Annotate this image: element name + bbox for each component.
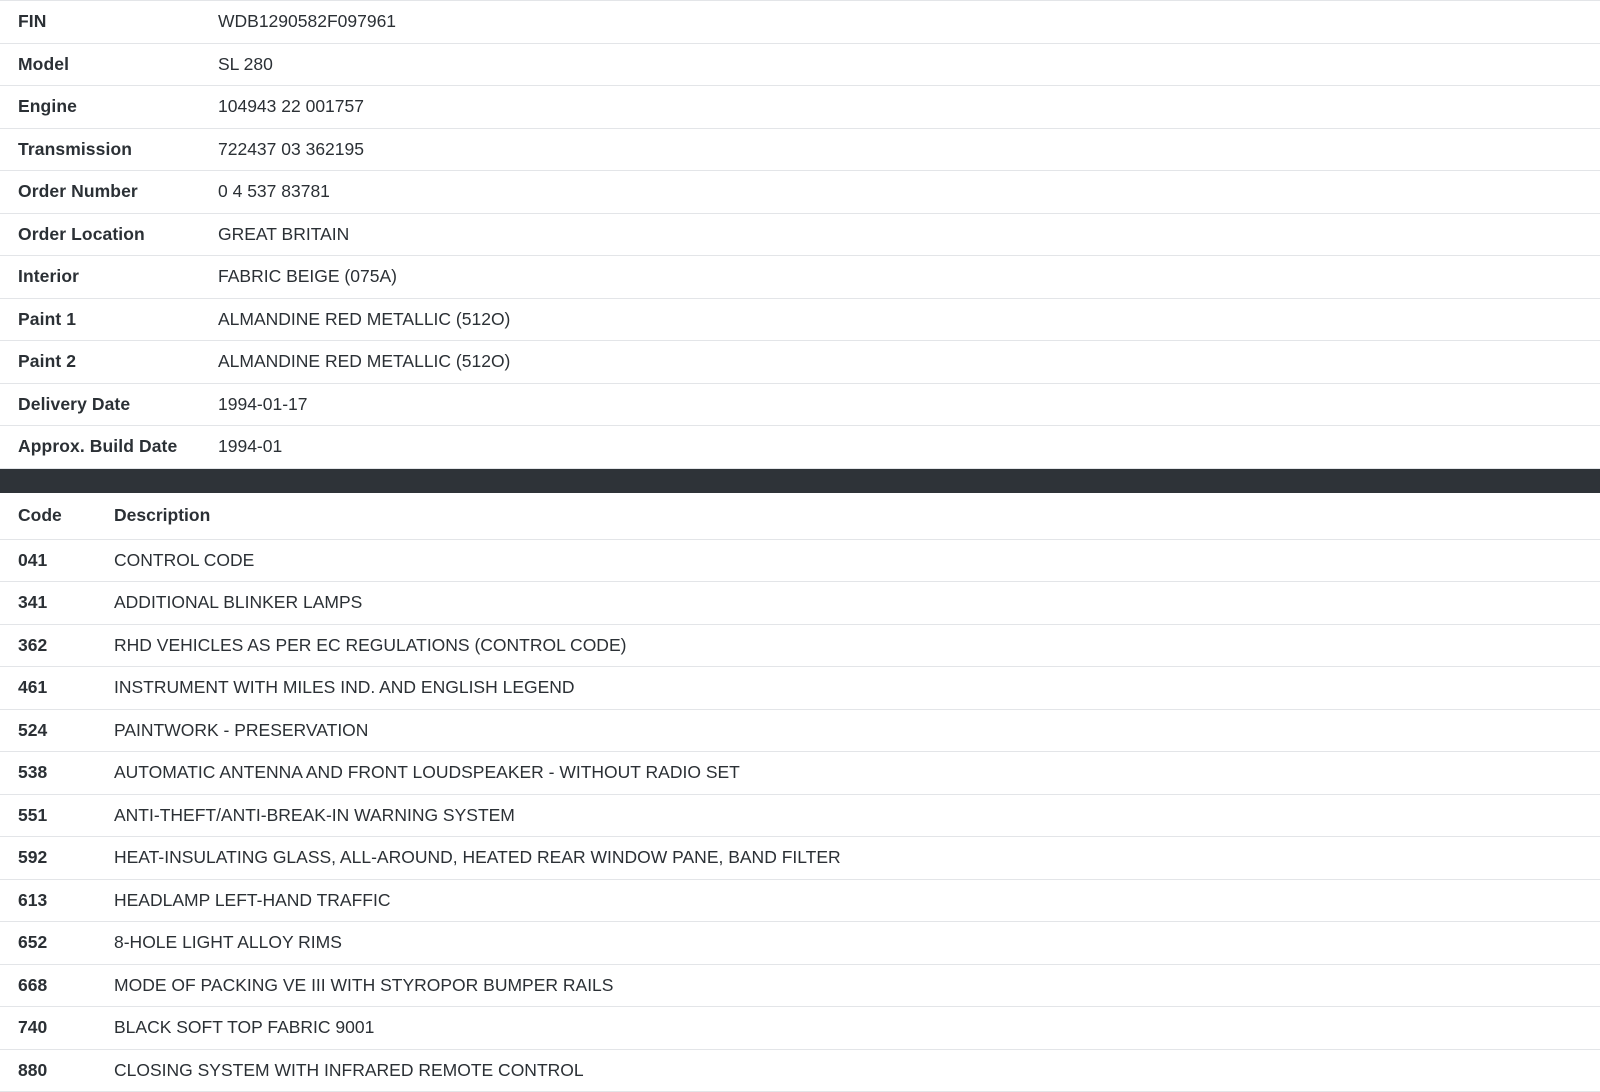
option-description: 8-HOLE LIGHT ALLOY RIMS — [114, 922, 1600, 965]
option-code: 668 — [0, 964, 114, 1007]
table-row — [0, 1007, 1600, 1050]
table-row — [0, 964, 1600, 1007]
option-codes-body — [0, 539, 1600, 1092]
table-row — [0, 256, 1600, 299]
vehicle-spec-table — [0, 0, 1600, 469]
table-row — [0, 879, 1600, 922]
table-row — [0, 298, 1600, 341]
table-row — [0, 43, 1600, 86]
table-row — [0, 213, 1600, 256]
spec-value: ALMANDINE RED METALLIC (512O) — [218, 341, 1600, 384]
option-code: 362 — [0, 624, 114, 667]
option-description: ADDITIONAL BLINKER LAMPS — [114, 582, 1600, 625]
table-row — [0, 426, 1600, 469]
spec-value: 722437 03 362195 — [218, 128, 1600, 171]
table-row — [0, 667, 1600, 710]
table-row — [0, 709, 1600, 752]
option-description: RHD VEHICLES AS PER EC REGULATIONS (CONTROL CODE) — [114, 624, 1600, 667]
option-description: AUTOMATIC ANTENNA AND FRONT LOUDSPEAKER - WITHOUT RADIO SET — [114, 752, 1600, 795]
option-description: BLACK SOFT TOP FABRIC 9001 — [114, 1007, 1600, 1050]
spec-label: Paint 2 — [0, 341, 218, 384]
spec-value: 1994-01-17 — [218, 383, 1600, 426]
option-code: 341 — [0, 582, 114, 625]
column-header-description: Description — [114, 493, 1600, 540]
option-description: HEAT-INSULATING GLASS, ALL-AROUND, HEATED REAR WINDOW PANE, BAND FILTER — [114, 837, 1600, 880]
section-divider-band — [0, 469, 1600, 493]
option-description: INSTRUMENT WITH MILES IND. AND ENGLISH LEGEND — [114, 667, 1600, 710]
table-row — [0, 1, 1600, 44]
option-code: 041 — [0, 539, 114, 582]
option-codes-header — [0, 493, 1600, 540]
option-code: 613 — [0, 879, 114, 922]
spec-value: 104943 22 001757 — [218, 86, 1600, 129]
spec-label: Interior — [0, 256, 218, 299]
table-row — [0, 752, 1600, 795]
option-description: ANTI-THEFT/ANTI-BREAK-IN WARNING SYSTEM — [114, 794, 1600, 837]
option-code: 740 — [0, 1007, 114, 1050]
option-code: 524 — [0, 709, 114, 752]
table-row — [0, 128, 1600, 171]
spec-value: ALMANDINE RED METALLIC (512O) — [218, 298, 1600, 341]
spec-label: Model — [0, 43, 218, 86]
table-row — [0, 1049, 1600, 1092]
option-codes-table — [0, 493, 1600, 1092]
spec-value: FABRIC BEIGE (075A) — [218, 256, 1600, 299]
vehicle-spec-body — [0, 1, 1600, 469]
spec-value: 1994-01 — [218, 426, 1600, 469]
column-header-code: Code — [0, 493, 114, 540]
option-description: CONTROL CODE — [114, 539, 1600, 582]
table-row — [0, 794, 1600, 837]
spec-label: Order Number — [0, 171, 218, 214]
option-code: 880 — [0, 1049, 114, 1092]
option-description: PAINTWORK - PRESERVATION — [114, 709, 1600, 752]
table-row — [0, 383, 1600, 426]
table-row — [0, 624, 1600, 667]
table-row — [0, 171, 1600, 214]
option-code: 652 — [0, 922, 114, 965]
spec-value: WDB1290582F097961 — [218, 1, 1600, 44]
spec-value: 0 4 537 83781 — [218, 171, 1600, 214]
table-row — [0, 539, 1600, 582]
spec-label: Order Location — [0, 213, 218, 256]
table-row — [0, 341, 1600, 384]
table-row — [0, 837, 1600, 880]
option-description: HEADLAMP LEFT-HAND TRAFFIC — [114, 879, 1600, 922]
spec-value: GREAT BRITAIN — [218, 213, 1600, 256]
spec-label: Approx. Build Date — [0, 426, 218, 469]
table-row — [0, 582, 1600, 625]
spec-label: FIN — [0, 1, 218, 44]
spec-label: Transmission — [0, 128, 218, 171]
option-code: 461 — [0, 667, 114, 710]
spec-label: Paint 1 — [0, 298, 218, 341]
spec-label: Delivery Date — [0, 383, 218, 426]
option-code: 551 — [0, 794, 114, 837]
option-description: MODE OF PACKING VE III WITH STYROPOR BUMPER RAILS — [114, 964, 1600, 1007]
table-row — [0, 922, 1600, 965]
table-row — [0, 86, 1600, 129]
option-description: CLOSING SYSTEM WITH INFRARED REMOTE CONTROL — [114, 1049, 1600, 1092]
table-header-row — [0, 493, 1600, 540]
spec-value: SL 280 — [218, 43, 1600, 86]
spec-label: Engine — [0, 86, 218, 129]
option-code: 538 — [0, 752, 114, 795]
option-code: 592 — [0, 837, 114, 880]
